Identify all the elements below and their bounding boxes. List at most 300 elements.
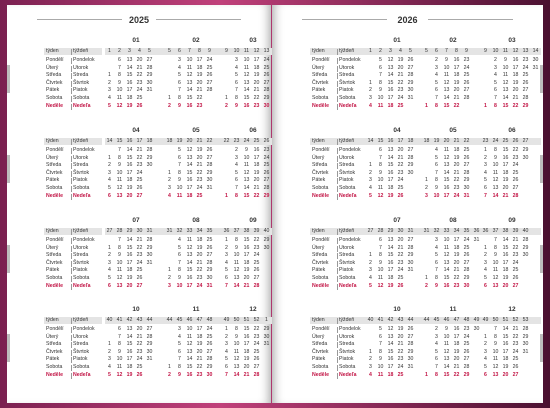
- week-numbers: [481, 48, 541, 55]
- date-cell: 31: [407, 95, 414, 101]
- date-cell: 9: [494, 341, 497, 348]
- date-cell: 14: [233, 282, 240, 289]
- week-number: 50: [233, 317, 240, 323]
- date-cell: 15: [126, 244, 133, 251]
- date-row: [481, 87, 541, 95]
- week-number: 12: [512, 48, 519, 54]
- quarter-block: [272, 215, 543, 307]
- date-row: [366, 326, 426, 334]
- date-cell: 25: [206, 237, 213, 243]
- date-row: [422, 334, 482, 342]
- label-separator: [71, 148, 72, 154]
- label-separator: [337, 246, 338, 252]
- date-cell: 16: [502, 341, 509, 348]
- day-name-sk: Sobota: [339, 275, 356, 281]
- day-name-sk: Nedeľa: [339, 371, 357, 378]
- date-cell: 26: [253, 356, 260, 363]
- day-name-sk: Streda: [73, 72, 89, 79]
- date-cell: 7: [494, 95, 497, 101]
- date-cell: 19: [243, 356, 250, 363]
- date-cell: 8: [435, 371, 438, 378]
- day-label: [310, 65, 368, 73]
- date-cell: 22: [397, 252, 404, 259]
- date-cell: 6: [178, 252, 181, 259]
- year-rule-right: [156, 19, 241, 20]
- date-row: [366, 72, 426, 80]
- week-number: 46: [186, 317, 193, 323]
- date-cell: 2: [225, 244, 228, 251]
- date-cell: 24: [136, 169, 143, 176]
- day-name-cz: Středa: [312, 341, 328, 348]
- date-cell: 19: [126, 275, 133, 281]
- date-cell: 9: [118, 252, 121, 259]
- date-cell: 28: [206, 356, 213, 363]
- date-cell: 12: [443, 79, 450, 86]
- date-cell: 23: [397, 169, 404, 176]
- date-cell: 30: [206, 371, 213, 378]
- month-number: 06: [249, 127, 257, 134]
- day-label: [310, 372, 368, 380]
- date-cell: 16: [253, 147, 260, 153]
- date-cell: 22: [196, 95, 203, 101]
- day-label: [44, 177, 102, 185]
- date-row: [366, 193, 426, 201]
- date-row: [366, 372, 426, 380]
- week-number: 25: [253, 138, 260, 144]
- date-cell: 22: [253, 192, 260, 199]
- date-cell: 4: [484, 267, 487, 274]
- date-cell: 9: [178, 371, 181, 378]
- date-row: [105, 260, 165, 268]
- week-numbers: [481, 317, 541, 324]
- week-label-cz: týden: [312, 228, 325, 234]
- day-name-cz: Středa: [312, 252, 328, 259]
- label-separator: [71, 171, 72, 177]
- week-label-cz: týden: [312, 48, 325, 54]
- day-label: [44, 80, 102, 88]
- date-cell: 10: [492, 348, 499, 355]
- month-number: 02: [449, 37, 457, 44]
- week-number: 49: [473, 317, 480, 323]
- day-label: [44, 65, 102, 73]
- date-cell: 2: [108, 252, 111, 259]
- day-label: [44, 87, 102, 95]
- date-row: [105, 237, 165, 245]
- year-rule-left: [302, 19, 387, 20]
- date-cell: 19: [453, 252, 460, 259]
- date-cell: 28: [206, 87, 213, 94]
- date-cell: 1: [108, 244, 111, 251]
- date-cell: 14: [126, 333, 133, 340]
- date-cell: 17: [253, 154, 260, 161]
- date-cell: 12: [186, 147, 193, 153]
- date-cell: 10: [116, 169, 123, 176]
- week-number: 33: [186, 228, 193, 234]
- date-cell: 1: [425, 371, 428, 378]
- label-separator: [337, 229, 338, 235]
- date-cell: 7: [379, 72, 382, 79]
- date-cell: 15: [243, 326, 250, 332]
- date-cell: 6: [379, 333, 382, 340]
- day-name-sk: Nedeľa: [73, 282, 91, 289]
- date-row: [422, 87, 482, 95]
- date-cell: 6: [235, 79, 238, 86]
- week-number: 32: [176, 228, 183, 234]
- date-row: [105, 65, 165, 73]
- week-number: 47: [196, 317, 203, 323]
- month-number: 12: [508, 306, 516, 313]
- date-cell: 5: [235, 72, 238, 79]
- date-row: [366, 283, 426, 291]
- date-cell: 1: [168, 95, 171, 101]
- date-cell: 17: [387, 364, 394, 370]
- date-cell: 30: [206, 275, 213, 281]
- week-number: 31: [146, 228, 153, 234]
- day-name-sk: Štvrtok: [339, 169, 356, 176]
- date-row: [165, 267, 225, 275]
- date-cell: 15: [387, 162, 394, 169]
- date-row: [105, 177, 165, 185]
- date-cell: 12: [492, 364, 499, 370]
- date-row: [105, 103, 165, 111]
- month-number: 03: [508, 37, 516, 44]
- date-cell: 5: [235, 169, 238, 176]
- date-cell: 6: [435, 259, 438, 266]
- day-label: [44, 267, 102, 275]
- date-cell: 30: [146, 162, 153, 169]
- date-cell: 29: [206, 267, 213, 274]
- date-cell: 8: [118, 154, 121, 161]
- date-cell: 14: [502, 237, 509, 243]
- week-number: 40: [106, 317, 113, 323]
- date-cell: 14: [243, 185, 250, 191]
- date-cell: 13: [443, 356, 450, 363]
- date-row: [105, 349, 165, 357]
- date-cell: 15: [243, 192, 250, 199]
- date-cell: 9: [435, 185, 438, 191]
- date-cell: 25: [136, 267, 143, 274]
- date-cell: 30: [522, 252, 529, 259]
- date-cell: 6: [178, 348, 181, 355]
- week-label-sk: týždeň: [73, 138, 89, 144]
- day-name-cz: Sobota: [312, 95, 329, 101]
- date-cell: 28: [463, 95, 470, 101]
- date-cell: 9: [245, 147, 248, 153]
- date-cell: 23: [136, 79, 143, 86]
- date-row: [366, 147, 426, 155]
- date-cell: 10: [492, 162, 499, 169]
- date-cell: 25: [463, 72, 470, 79]
- date-cell: 18: [196, 237, 203, 243]
- date-cell: 30: [146, 348, 153, 355]
- date-cell: 6: [108, 282, 111, 289]
- date-cell: 6: [118, 57, 121, 63]
- date-row: [165, 95, 225, 103]
- date-cell: 21: [397, 244, 404, 251]
- day-name-cz: Neděle: [312, 282, 330, 289]
- date-cell: 22: [397, 348, 404, 355]
- label-separator: [337, 148, 338, 154]
- date-cell: 5: [108, 102, 111, 109]
- month-number: 11: [449, 306, 457, 313]
- date-row: [165, 155, 225, 163]
- week-number: 40: [263, 228, 270, 234]
- day-name-sk: Štvrtok: [73, 259, 90, 266]
- date-cell: 9: [118, 348, 121, 355]
- week-number: 5: [425, 48, 428, 54]
- date-cell: 30: [463, 185, 470, 191]
- date-cell: 12: [186, 244, 193, 251]
- label-separator: [337, 335, 338, 341]
- date-cell: 13: [126, 57, 133, 63]
- month-number: 09: [249, 217, 257, 224]
- date-cell: 13: [492, 185, 499, 191]
- week-number: 46: [443, 317, 450, 323]
- date-cell: 26: [397, 282, 404, 289]
- date-cell: 29: [146, 154, 153, 161]
- month-number: 04: [393, 127, 401, 134]
- date-row: [481, 147, 541, 155]
- day-name-sk: Piatok: [73, 177, 88, 184]
- date-cell: 22: [512, 244, 519, 251]
- date-row: [366, 260, 426, 268]
- date-cell: 2: [369, 356, 372, 363]
- date-cell: 1: [369, 79, 372, 86]
- day-label: [44, 349, 102, 357]
- date-cell: 14: [387, 341, 394, 348]
- date-row: [105, 275, 165, 283]
- day-label: [310, 260, 368, 268]
- day-name-cz: Pátek: [312, 356, 326, 363]
- year-rule-right: [428, 19, 513, 20]
- page-left: [7, 5, 271, 403]
- day-label: [310, 334, 368, 342]
- date-cell: 28: [146, 147, 153, 153]
- week-number: 25: [502, 138, 509, 144]
- date-row: [481, 275, 541, 283]
- date-row: [481, 65, 541, 73]
- week-number: 36: [482, 228, 489, 234]
- date-cell: 4: [435, 341, 438, 348]
- date-row: [422, 65, 482, 73]
- date-cell: 23: [512, 154, 519, 161]
- date-cell: 30: [463, 282, 470, 289]
- day-name-cz: Úterý: [46, 244, 59, 251]
- date-row: [481, 252, 541, 260]
- day-name-sk: Streda: [339, 162, 355, 169]
- date-cell: 20: [453, 356, 460, 363]
- day-name-sk: Pondelok: [73, 237, 95, 243]
- date-cell: 28: [512, 192, 519, 199]
- date-cell: 16: [126, 79, 133, 86]
- day-label: [44, 275, 102, 283]
- day-name-sk: Streda: [339, 252, 355, 259]
- label-separator: [337, 357, 338, 363]
- label-separator: [337, 156, 338, 162]
- date-cell: 26: [136, 185, 143, 191]
- date-cell: 15: [502, 244, 509, 251]
- date-cell: 17: [243, 341, 250, 348]
- date-row: [105, 326, 165, 334]
- day-name-cz: Neděle: [312, 192, 330, 199]
- date-cell: 25: [397, 275, 404, 281]
- date-row: [422, 103, 482, 111]
- date-row: [422, 185, 482, 193]
- date-cell: 31: [146, 259, 153, 266]
- date-cell: 1: [425, 275, 428, 281]
- date-cell: 21: [243, 371, 250, 378]
- week-number: 21: [196, 138, 203, 144]
- day-name-cz: Středa: [312, 162, 328, 169]
- date-cell: 6: [484, 282, 487, 289]
- date-cell: 24: [397, 95, 404, 101]
- date-row: [105, 155, 165, 163]
- date-cell: 11: [502, 72, 509, 79]
- date-cell: 20: [243, 275, 250, 281]
- date-cell: 11: [116, 95, 123, 101]
- date-cell: 29: [463, 275, 470, 281]
- week-number: 23: [482, 138, 489, 144]
- date-row: [481, 162, 541, 170]
- date-cell: 2: [435, 326, 438, 332]
- date-cell: 29: [263, 237, 270, 243]
- week-number: 1: [369, 48, 372, 54]
- date-cell: 20: [253, 177, 260, 184]
- date-cell: 9: [178, 102, 181, 109]
- day-name-cz: Úterý: [46, 154, 59, 161]
- date-cell: 29: [522, 244, 529, 251]
- day-name-cz: Sobota: [46, 185, 63, 191]
- day-name-cz: Sobota: [46, 275, 63, 281]
- date-cell: 7: [484, 192, 487, 199]
- date-cell: 13: [233, 364, 240, 370]
- date-cell: 28: [463, 169, 470, 176]
- week-number: 39: [253, 228, 260, 234]
- date-cell: 1: [225, 237, 228, 243]
- week-number: 14: [367, 138, 374, 144]
- label-separator: [71, 268, 72, 274]
- date-cell: 3: [178, 57, 181, 63]
- date-cell: 11: [186, 333, 193, 340]
- date-cell: 21: [136, 147, 143, 153]
- label-separator: [71, 284, 72, 290]
- day-name-sk: Piatok: [73, 356, 88, 363]
- date-cell: 24: [196, 282, 203, 289]
- date-cell: 24: [136, 356, 143, 363]
- date-row: [165, 252, 225, 260]
- label-separator: [337, 238, 338, 244]
- date-cell: 15: [443, 371, 450, 378]
- date-cell: 26: [263, 169, 270, 176]
- date-cell: 29: [463, 177, 470, 184]
- date-row: [481, 155, 541, 163]
- week-number: 14: [106, 138, 113, 144]
- date-cell: 8: [379, 79, 382, 86]
- label-separator: [337, 318, 338, 324]
- date-cell: 6: [379, 237, 382, 243]
- date-cell: 9: [235, 244, 238, 251]
- date-cell: 4: [369, 102, 372, 109]
- week-number: 4: [399, 48, 402, 54]
- date-cell: 2: [108, 162, 111, 169]
- date-row: [481, 177, 541, 185]
- date-row: [422, 275, 482, 283]
- week-number: 2: [379, 48, 382, 54]
- day-label: [310, 326, 368, 334]
- date-cell: 10: [443, 333, 450, 340]
- week-number: 53: [522, 317, 529, 323]
- date-cell: 10: [492, 259, 499, 266]
- date-cell: 26: [206, 244, 213, 251]
- date-cell: 19: [502, 364, 509, 370]
- date-cell: 19: [126, 102, 133, 109]
- date-cell: 10: [243, 154, 250, 161]
- date-cell: 14: [233, 371, 240, 378]
- week-numbers: [422, 228, 482, 235]
- week-number: 35: [206, 228, 213, 234]
- date-cell: 16: [126, 348, 133, 355]
- date-cell: 7: [118, 333, 121, 340]
- day-label: [44, 334, 102, 342]
- day-name-sk: Štvrtok: [339, 348, 356, 355]
- date-cell: 17: [126, 356, 133, 363]
- date-cell: 13: [116, 192, 123, 199]
- date-row: [366, 185, 426, 193]
- date-cell: 7: [435, 364, 438, 370]
- label-separator: [71, 253, 72, 259]
- date-row: [366, 103, 426, 111]
- date-cell: 29: [146, 244, 153, 251]
- date-cell: 18: [243, 348, 250, 355]
- date-cell: 25: [397, 371, 404, 378]
- date-cell: 5: [435, 79, 438, 86]
- quarter-block: [272, 304, 543, 396]
- month-number: 08: [449, 217, 457, 224]
- date-row: [105, 57, 165, 65]
- date-cell: 31: [532, 64, 539, 71]
- date-cell: 19: [397, 57, 404, 63]
- day-name-sk: Utorok: [73, 154, 89, 161]
- label-separator: [337, 163, 338, 169]
- date-cell: 14: [126, 237, 133, 243]
- date-cell: 29: [522, 102, 529, 109]
- label-separator: [337, 178, 338, 184]
- date-row: [165, 80, 225, 88]
- date-cell: 14: [186, 259, 193, 266]
- day-label: [44, 260, 102, 268]
- date-cell: 14: [126, 64, 133, 71]
- date-cell: 18: [253, 64, 260, 71]
- date-cell: 2: [494, 57, 497, 63]
- date-cell: 19: [453, 154, 460, 161]
- label-separator: [71, 238, 72, 244]
- week-numbers: [105, 317, 165, 324]
- date-cell: 19: [512, 79, 519, 86]
- day-label: [310, 275, 368, 283]
- label-separator: [337, 171, 338, 177]
- date-cell: 5: [484, 177, 487, 184]
- week-label-sk: týždeň: [73, 317, 89, 323]
- year-label: 2026: [397, 15, 418, 25]
- date-cell: 20: [196, 252, 203, 259]
- week-number: 17: [136, 138, 143, 144]
- date-cell: 23: [463, 57, 470, 63]
- week-number: 13: [522, 48, 529, 54]
- day-label: [310, 170, 368, 178]
- day-label: [44, 245, 102, 253]
- date-cell: 6: [178, 79, 181, 86]
- date-cell: 5: [178, 72, 181, 79]
